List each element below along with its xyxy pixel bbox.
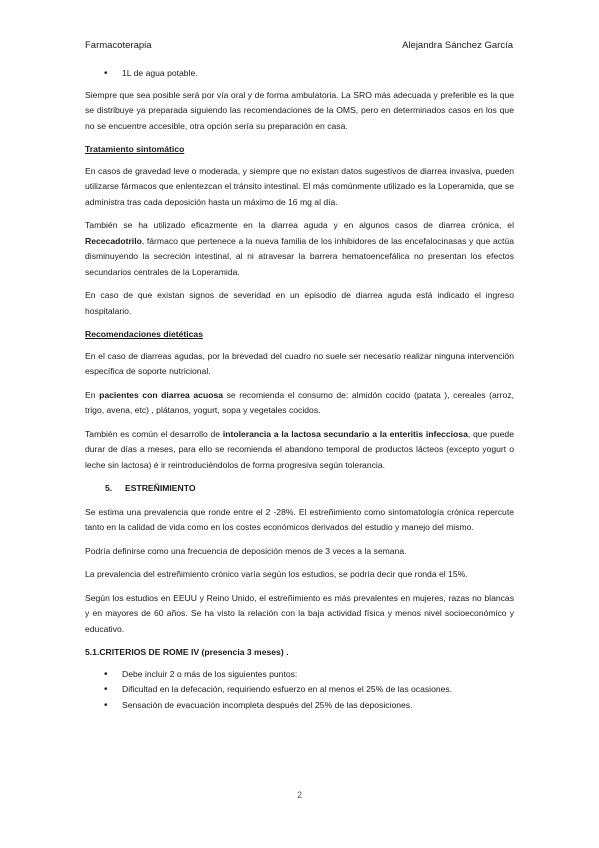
paragraph-loperamide: En casos de gravedad leve o moderada, y siempre que no existan datos sugestivos de diarrea invasiva, pueden utilizarse fármacos que enlentezcan el tránsito intestinal. El más comúnmente utilizado es la Loperamida, que se administra tras cada deposición hasta un máximo de 16 mg al día. — [85, 165, 514, 207]
section-heading-constipation — [85, 481, 514, 497]
list-item: • Dificultad en la defecación, requiriendo esfuerzo en al menos el 25% de las ocasiones. — [85, 682, 514, 698]
header-author: Alejandra Sánchez García — [402, 40, 513, 51]
criteria-list — [85, 667, 514, 714]
drug-name-highlight: Rececadotrilo — [85, 235, 142, 246]
text-run: También se ha utilizado eficazmente en la diarrea aguda y en algunos casos de diarrea crónica, el — [85, 220, 514, 230]
paragraph-sro: Siempre que sea posible será por vía oral y de forma ambulatoria. La SRO más adecuada y preferible es la que se distribuye ya preparada siguiendo las recomendaciones de la OMS, pero en determinados casos en los que no se encuentre accesible, otra opción sería su preparación en casa. — [85, 89, 514, 131]
paragraph-acute-diarrhea: En el caso de diarreas agudas, por la brevedad del cuadro no suele ser necesario realizar ninguna intervención específica de soporte nutricional. — [85, 350, 514, 376]
subsection-heading-rome-iv: 5.1.CRITERIOS DE ROME IV (presencia 3 meses) . — [85, 647, 289, 657]
paragraph-hospital-admission: En caso de que existan signos de severidad en un episodio de diarrea aguda está indicado el ingreso hospitalario. — [85, 290, 514, 316]
list-item: • 1L de agua potable. — [85, 66, 514, 82]
paragraph-racecadotril — [85, 218, 514, 280]
text-run: , que puede durar de días a meses, para ello se recomienda el abandono temporal de productos lácteos (excepto yogurt o leche sin lactosa) é ir reintroduciéndolos de forma progresiva según tolerancia. — [85, 428, 514, 470]
list-item: • Debe incluir 2 o más de los siguientes puntos: — [85, 667, 514, 683]
water-bullet-list — [85, 66, 514, 82]
paragraph-watery-diarrhea — [85, 388, 514, 419]
bold-phrase: intolerancia a la lactosa secundario a la enteritis infecciosa — [222, 428, 468, 439]
section-title: ESTREÑIMIENTO — [125, 483, 196, 493]
page-body — [85, 66, 514, 719]
paragraph-definition: Podría definirse como una frecuencia de deposición menos de 3 veces a la semana. — [85, 545, 407, 556]
text-run: En — [85, 389, 100, 400]
paragraph-lactose — [85, 427, 514, 474]
paragraph-prevalence: Se estima una prevalencia que ronde entre el 2 -28%. El estreñimiento como sintomatología crónica repercute tanto en la calidad de vida como en los costes económicos derivados del estudio y manejo del mismo. — [85, 506, 514, 532]
bold-phrase: pacientes con diarrea acuosa — [99, 389, 224, 400]
header-course-title: Farmacoterapia — [85, 40, 152, 51]
section-heading-diet: Recomendaciones dietéticas — [85, 329, 203, 339]
text-run: se recomienda el consumo de: almidón cocido (patata ), cereales (arroz, trigo, avena, etc) , plátanos, yogurt, sopa y vegetales cocidos. — [85, 389, 514, 415]
text-run: , fármaco que pertenece a la nueva familia de los inhibidores de las encefalocinasas y que actúa disminuyendo la secreción intestinal, al ni atravesar la barrera hematoencefálica no presentan los efectos secundarios centrales de la Loperamida. — [85, 235, 514, 277]
text-run: También es común el desarrollo de — [85, 428, 223, 439]
section-heading-symptomatic: Tratamiento sintomático — [85, 144, 185, 154]
list-item: • Sensación de evacuación incompleta después del 25% de las deposiciones. — [85, 698, 514, 714]
page-number: 2 — [296, 790, 302, 800]
paragraph-chronic-prevalence: La prevalencia del estreñimiento crónico varía según los estudios, se podría decir que ronda el 15%. — [85, 569, 468, 579]
paragraph-studies: Según los estudios en EEUU y Reino Unido, el estreñimiento es más prevalentes en mujeres, razas no blancas y en mayores de 60 años. Se ha visto la relación con la baja actividad física y menos nivel socioeconómico y educativo. — [85, 592, 514, 634]
section-number: 5. — [105, 483, 113, 493]
